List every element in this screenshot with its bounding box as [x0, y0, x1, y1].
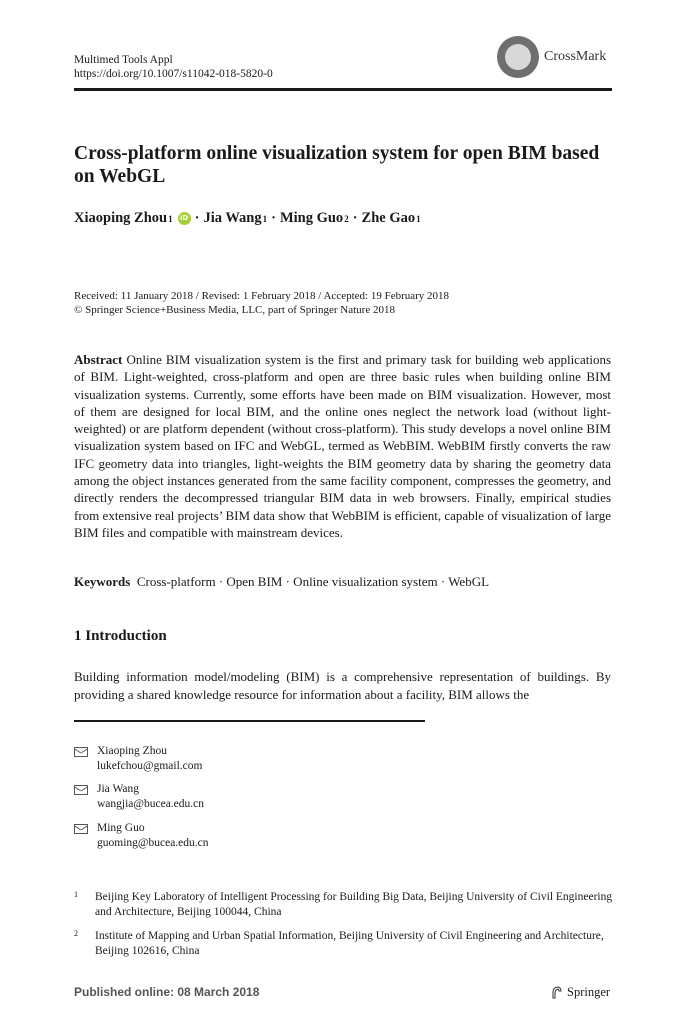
intro-paragraph: Building information model/modeling (BIM) is a comprehensive representation of buildings. By providing a shared knowledge resource for information about a facility, BIM allows the: [74, 669, 611, 702]
journal-name: Multimed Tools Appl: [74, 54, 173, 66]
crossmark-label: CrossMark: [544, 49, 607, 64]
springer-horse-icon: [551, 986, 563, 999]
contact-email[interactable]: guoming@bucea.edu.cn: [97, 837, 209, 849]
crossmark-icon: [497, 36, 539, 78]
doi-link[interactable]: https://doi.org/10.1007/s11042-018-5820-0: [74, 68, 273, 80]
keywords-label: Keywords: [74, 574, 131, 589]
contact-name: Xiaoping Zhou: [97, 745, 167, 757]
section-heading: 1 Introduction: [74, 628, 167, 644]
footnote-rule: [74, 720, 425, 722]
author-list: [74, 210, 421, 227]
copyright-line: © Springer Science+Business Media, LLC, part of Springer Nature 2018: [74, 304, 395, 316]
author-separator: ·: [352, 210, 358, 226]
affiliation: [74, 890, 614, 920]
keywords: [74, 574, 489, 590]
author-separator: ·: [194, 210, 200, 226]
envelope-icon: [74, 747, 88, 757]
author-name: Ming Guo: [279, 210, 344, 226]
journal-header: [74, 53, 273, 81]
abstract-text: Online BIM visualization system is the first and primary task for building web applications of BIM. Light-weighted, cross-platform and open are three basic rules when building online BIM visualization systems. Currently, some efforts have been made on BIM visualization. However, most of them are designed for local BIM, and the online ones neglect the network load (without light-weighted) or are platform dependent (without cross-platform). This study develops a novel online BIM visualization system based on IFC and WebGL, termed as WebBIM. WebBIM firstly converts the raw IFC geometry data into triangles, light-weights the BIM geometry data by sharing the geometry data among the object instances generated from the same facility component, compresses the geometry, and directly renders the decompressed triangular BIM data in web browsers. Finally, empirical studies from extensive real projects’ BIM data show that WebBIM is efficient, capable of visualization of large BIM files and compatible with mainstream devices.: [74, 352, 611, 540]
author-affiliation-mark: 1: [262, 213, 268, 224]
affiliation: [74, 929, 614, 959]
contact-email[interactable]: wangjia@bucea.edu.cn: [97, 798, 205, 810]
contact-email[interactable]: lukefchou@gmail.com: [97, 760, 203, 772]
dates-line: Received: 11 January 2018 / Revised: 1 February 2018 / Accepted: 19 February 2018: [74, 290, 450, 302]
contact-entry: [74, 782, 204, 812]
author-name: Xiaoping Zhou: [74, 210, 168, 226]
author-affiliation-mark: 2: [344, 213, 349, 224]
envelope-icon: [74, 824, 88, 834]
abstract: [74, 351, 611, 541]
abstract-label: Abstract: [74, 352, 123, 367]
contact-name: Jia Wang: [97, 783, 139, 795]
author-separator: ·: [271, 210, 276, 226]
affiliation-number: 2: [74, 929, 78, 938]
affiliation-number: 1: [74, 890, 78, 899]
envelope-icon: [74, 785, 88, 795]
contact-entry: [74, 821, 209, 851]
author-name: Zhe Gao: [361, 210, 416, 226]
contact-entry: [74, 744, 202, 774]
affiliation-text: Beijing Key Laboratory of Intelligent Processing for Building Big Data, Beijing University of Civil Engineering and Architecture, Beijing 100044, China: [95, 891, 613, 918]
orcid-icon[interactable]: iD: [178, 212, 191, 225]
publisher-logo: [551, 985, 610, 1000]
paper-title: Cross-platform online visualization system for open BIM based on WebGL: [74, 143, 600, 187]
author-name: Jia Wang: [203, 210, 262, 226]
published-online: Published online: 08 March 2018: [74, 985, 260, 999]
crossmark-badge[interactable]: [497, 36, 606, 78]
publication-history: [74, 289, 449, 317]
author-affiliation-mark: 1: [168, 213, 173, 224]
affiliation-text: Institute of Mapping and Urban Spatial Information, Beijing University of Civil Engineering and Architecture, Beijing 102616, China: [95, 930, 604, 957]
publisher-name: Springer: [567, 985, 611, 999]
header-rule: [74, 88, 612, 91]
contact-name: Ming Guo: [97, 822, 145, 834]
author-affiliation-mark: 1: [416, 213, 421, 224]
keywords-text: Cross-platform · Open BIM · Online visualization system · WebGL: [136, 574, 490, 589]
